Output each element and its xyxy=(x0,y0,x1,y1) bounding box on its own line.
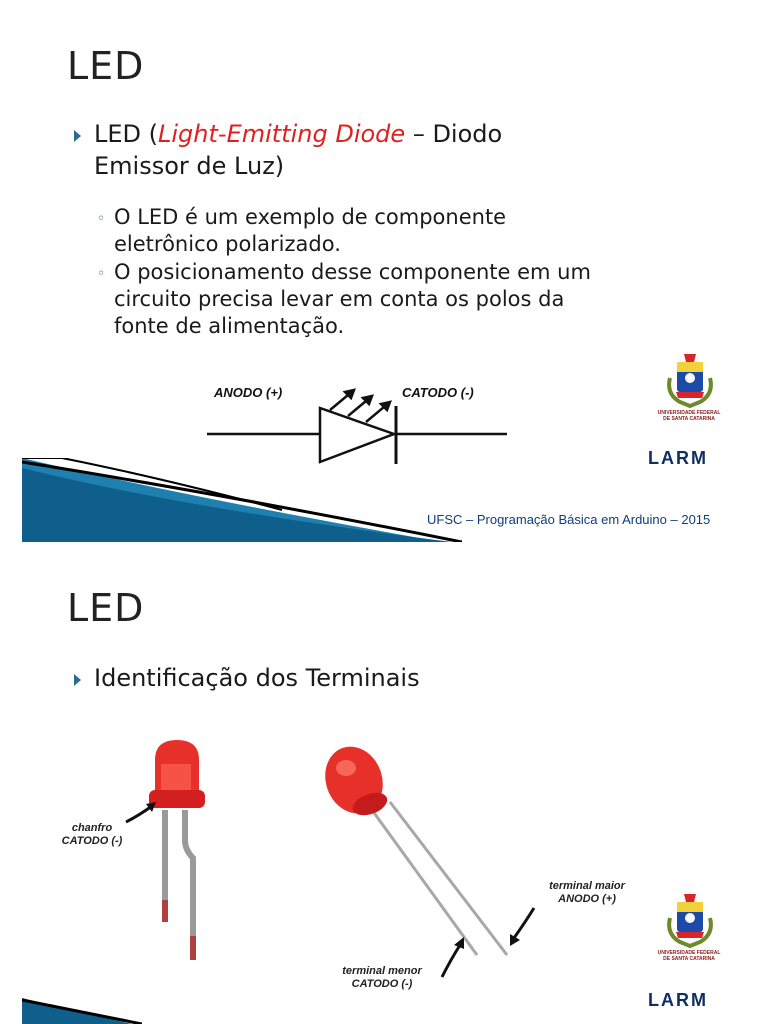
university-name: UNIVERSIDADE FEDERAL DE SANTA CATARINA xyxy=(657,410,721,422)
slide-2 xyxy=(22,560,746,1024)
anode-label: ANODO (+) xyxy=(214,385,283,400)
sub-bullet-ring-icon: ◦ xyxy=(97,211,106,227)
sub-bullet-2: O posicionamento desse componente em um circuito precisa levar em conta os polos da fonte de alimentação. xyxy=(114,260,591,338)
decorative-swoosh xyxy=(22,998,142,1024)
sub-bullet-1: O LED é um exemplo de componente eletrônico polarizado. xyxy=(114,205,507,256)
larm-logo: LARM xyxy=(648,448,708,468)
pointer-arrow-icon xyxy=(432,935,472,981)
cathode-label: CATODO (-) xyxy=(402,385,474,400)
main-bullet xyxy=(94,118,502,182)
university-name: UNIVERSIDADE FEDERAL DE SANTA CATARINA xyxy=(657,950,721,962)
bullet-arrow-icon xyxy=(74,674,81,686)
sub-bullet-ring-icon: ◦ xyxy=(97,266,106,282)
footer-text: UFSC – Programação Básica em Arduino – 2015 xyxy=(427,512,711,527)
bullet-line-2: Emissor de Luz) xyxy=(94,152,285,180)
ufsc-crest-icon xyxy=(662,350,718,408)
larm-logo: LARM xyxy=(648,990,708,1010)
main-bullet: Identificação dos Terminais xyxy=(94,664,420,692)
led-angled-photo xyxy=(312,740,532,960)
pointer-arrow-icon xyxy=(502,904,542,950)
slide-title: LED xyxy=(67,586,145,630)
terminal-maior-caption: terminal maior ANODO (+) xyxy=(549,880,625,905)
bullet-suffix: – Diodo xyxy=(405,120,503,148)
led-front-photo xyxy=(137,740,217,970)
chanfro-caption: chanfro CATODO (-) xyxy=(61,822,123,847)
bullet-arrow-icon xyxy=(74,130,81,142)
bullet-emphasis: Light-Emitting Diode xyxy=(158,120,406,148)
terminal-menor-caption: terminal menor CATODO (-) xyxy=(342,965,422,990)
bullet-prefix: LED ( xyxy=(94,120,159,148)
decorative-swoosh xyxy=(22,458,462,542)
slide-1 xyxy=(22,22,746,542)
slide-title: LED xyxy=(67,44,145,88)
ufsc-crest-icon xyxy=(662,890,718,948)
